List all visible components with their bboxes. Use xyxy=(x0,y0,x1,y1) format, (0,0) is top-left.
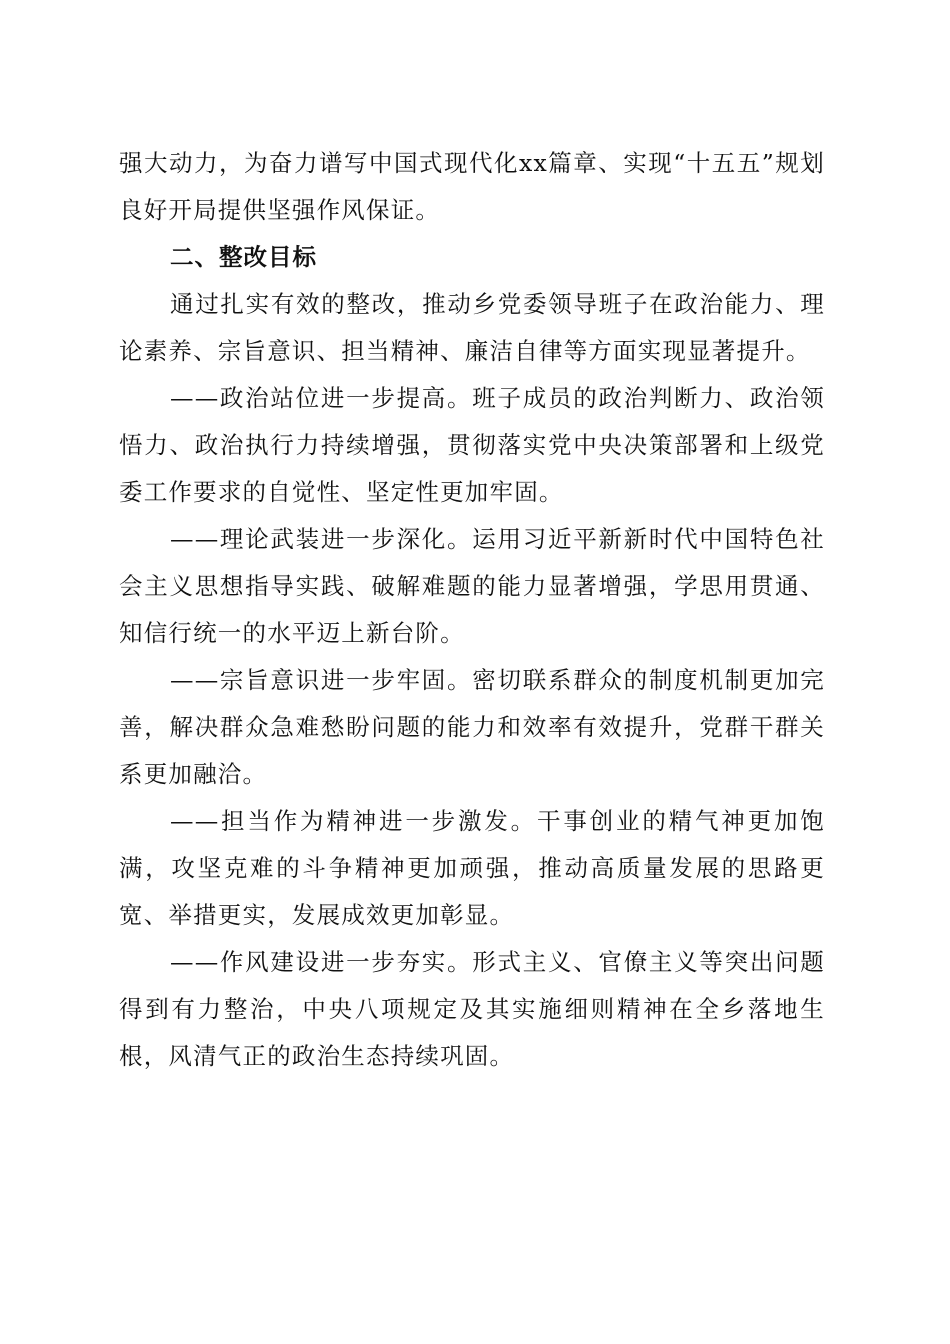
paragraph-goal-intro: 通过扎实有效的整改，推动乡党委领导班子在政治能力、理论素养、宗旨意识、担当精神、廉洁自律等方面实现显著提升。 xyxy=(119,290,825,365)
document-body xyxy=(119,140,825,1080)
paragraph-purpose: ——宗旨意识进一步牢固。密切联系群众的制度机制更加完善，解决群众急难愁盼问题的能力和效率有效提升，党群干群关系更加融洽。 xyxy=(119,666,825,788)
paragraph-theory: ——理论武装进一步深化。运用习近平新新时代中国特色社会主义思想指导实践、破解难题的能力显著增强，学思用贯通、知信行统一的水平迈上新台阶。 xyxy=(119,525,825,647)
paragraph-continuation: 强大动力，为奋力谱写中国式现代化xx篇章、实现“十五五”规划良好开局提供坚强作风保证。 xyxy=(119,149,825,224)
paragraph-political-stance: ——政治站位进一步提高。班子成员的政治判断力、政治领悟力、政治执行力持续增强，贯彻落实党中央决策部署和上级党委工作要求的自觉性、坚定性更加牢固。 xyxy=(119,384,825,506)
paragraph-work-style: ——作风建设进一步夯实。形式主义、官僚主义等突出问题得到有力整治，中央八项规定及其实施细则精神在全乡落地生根，风清气正的政治生态持续巩固。 xyxy=(119,948,825,1070)
paragraph-responsibility: ——担当作为精神进一步激发。干事创业的精气神更加饱满，攻坚克难的斗争精神更加顽强，推动高质量发展的思路更宽、举措更实，发展成效更加彰显。 xyxy=(119,807,825,929)
section-heading: 二、整改目标 xyxy=(170,243,317,271)
